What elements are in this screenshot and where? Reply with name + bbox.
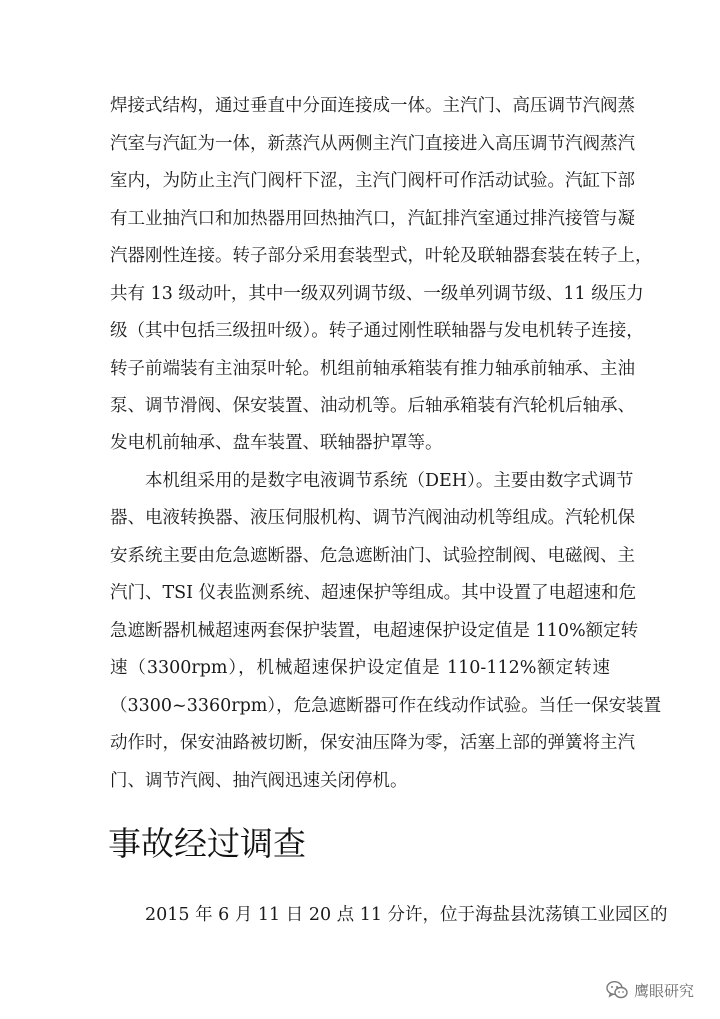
text-line: 门、调节汽阀、抽汽阀迅速关闭停机。 — [110, 771, 408, 791]
section-heading: 事故经过调查 — [108, 824, 306, 863]
text-line: 转子前端装有主油泵叶轮。机组前轴承箱装有推力轴承前轴承、主油 — [110, 359, 635, 379]
text-line: 汽室与汽缸为一体，新蒸汽从两侧主汽门直接进入高压调节汽阀蒸汽 — [110, 134, 635, 154]
text-line: 安系统主要由危急遮断器、危急遮断油门、试验控制阀、电磁阀、主 — [110, 546, 635, 566]
text-line: 2015 年 6 月 11 日 20 点 11 分许，位于海盐县沈荡镇工业园区的 — [145, 905, 668, 925]
text-line: 焊接式结构，通过垂直中分面连接成一体。主汽门、高压调节汽阀蒸 — [110, 96, 635, 116]
text-line: 速（3300rpm），机械超速保护设定值是 110-112%额定转速 — [110, 658, 610, 678]
text-line: （3300~3360rpm），危急遮断器可作在线动作试验。当任一保安装置 — [110, 696, 662, 716]
text-line: 急遮断器机械超速两套保护装置，电超速保护设定值是 110%额定转 — [110, 621, 639, 641]
wechat-icon — [606, 980, 628, 1000]
watermark-text: 鹰眼研究 — [634, 981, 695, 1000]
text-line: 本机组采用的是数字电液调节系统（DEH）。主要由数字式调节 — [145, 471, 634, 491]
text-line: 级（其中包括三级扭叶级）。转子通过刚性联轴器与发电机转子连接， — [110, 321, 644, 341]
text-line: 动作时，保安油路被切断，保安油压降为零，活塞上部的弹簧将主汽 — [110, 733, 635, 753]
text-line: 有工业抽汽口和加热器用回热抽汽口，汽缸排汽室通过排汽接管与凝 — [110, 209, 635, 229]
text-line: 室内，为防止主汽门阀杆下涩，主汽门阀杆可作活动试验。汽缸下部 — [110, 171, 635, 191]
text-line: 共有 13 级动叶，其中一级双列调节级、一级单列调节级、11 级压力 — [110, 284, 644, 304]
text-line: 发电机前轴承、盘车装置、联轴器护罩等。 — [110, 433, 443, 453]
text-line: 泵、调节滑阀、保安装置、油动机等。后轴承箱装有汽轮机后轴承、 — [110, 396, 635, 416]
text-line: 汽门、TSI 仪表监测系统、超速保护等组成。其中设置了电超速和危 — [110, 583, 637, 603]
text-line: 器、电液转换器、液压伺服机构、调节汽阀油动机等组成。汽轮机保 — [110, 508, 635, 528]
watermark — [606, 978, 694, 1002]
text-line: 汽器刚性连接。转子部分采用套装型式，叶轮及联轴器套装在转子上， — [110, 246, 653, 266]
